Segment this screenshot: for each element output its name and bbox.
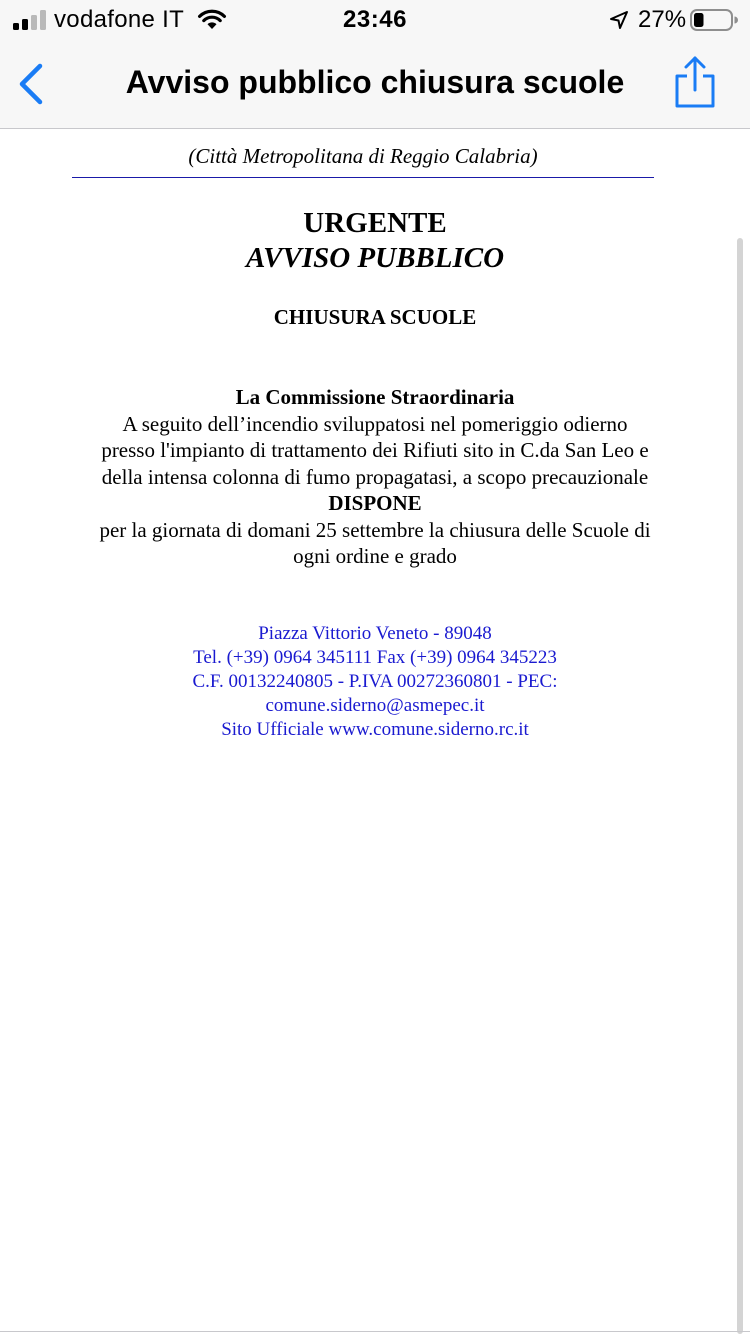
carrier-name: vodafone IT — [54, 6, 185, 33]
commission-title: La Commissione Straordinaria — [235, 385, 515, 409]
body-line: presso l'impianto di trattamento dei Rifiuti sito in C.da San Leo e — [101, 438, 649, 462]
notice-body — [60, 384, 690, 570]
body-line: per la giornata di domani 25 settembre la chiusura delle Scuole di — [99, 517, 651, 542]
scrollbar[interactable] — [737, 238, 743, 1334]
header-divider — [72, 177, 654, 178]
body-line: ogni ordine e grado — [293, 544, 457, 568]
location-arrow-icon — [609, 10, 629, 30]
official-site: Sito Ufficiale www.comune.siderno.rc.it — [221, 719, 529, 740]
body-line: della intensa colonna di fumo propagatasi, a scopo precauzionale — [101, 464, 649, 489]
document-view[interactable] — [0, 129, 750, 1334]
phone-line: Tel. (+39) 0964 345111 Fax (+39) 0964 345223 — [193, 647, 557, 668]
body-line: A seguito dell’incendio sviluppatosi nel pomeriggio odierno — [122, 411, 628, 436]
bottom-divider — [0, 1331, 750, 1332]
back-button[interactable] — [12, 58, 52, 110]
share-button[interactable] — [670, 54, 720, 112]
closure-heading: CHIUSURA SCUOLE — [273, 305, 477, 329]
urgent-heading: URGENTE — [303, 207, 447, 239]
navigation-bar — [0, 40, 750, 129]
contact-footer — [0, 622, 750, 742]
clock: 23:46 — [343, 6, 407, 33]
status-bar — [0, 0, 750, 40]
battery-icon — [690, 9, 738, 31]
battery-percent: 27% — [638, 6, 687, 33]
address-line: Piazza Vittorio Veneto - 89048 — [258, 623, 492, 644]
pec-email: comune.siderno@asmepec.it — [265, 695, 485, 716]
notice-heading: AVVISO PUBBLICO — [245, 242, 505, 274]
dispone-heading: DISPONE — [328, 491, 422, 515]
tax-line: C.F. 00132240805 - P.IVA 00272360801 - PEC: — [192, 671, 558, 692]
page-title: Avviso pubblico chiusura scuole — [125, 64, 625, 100]
city-heading: (Città Metropolitana di Reggio Calabria) — [188, 144, 538, 168]
